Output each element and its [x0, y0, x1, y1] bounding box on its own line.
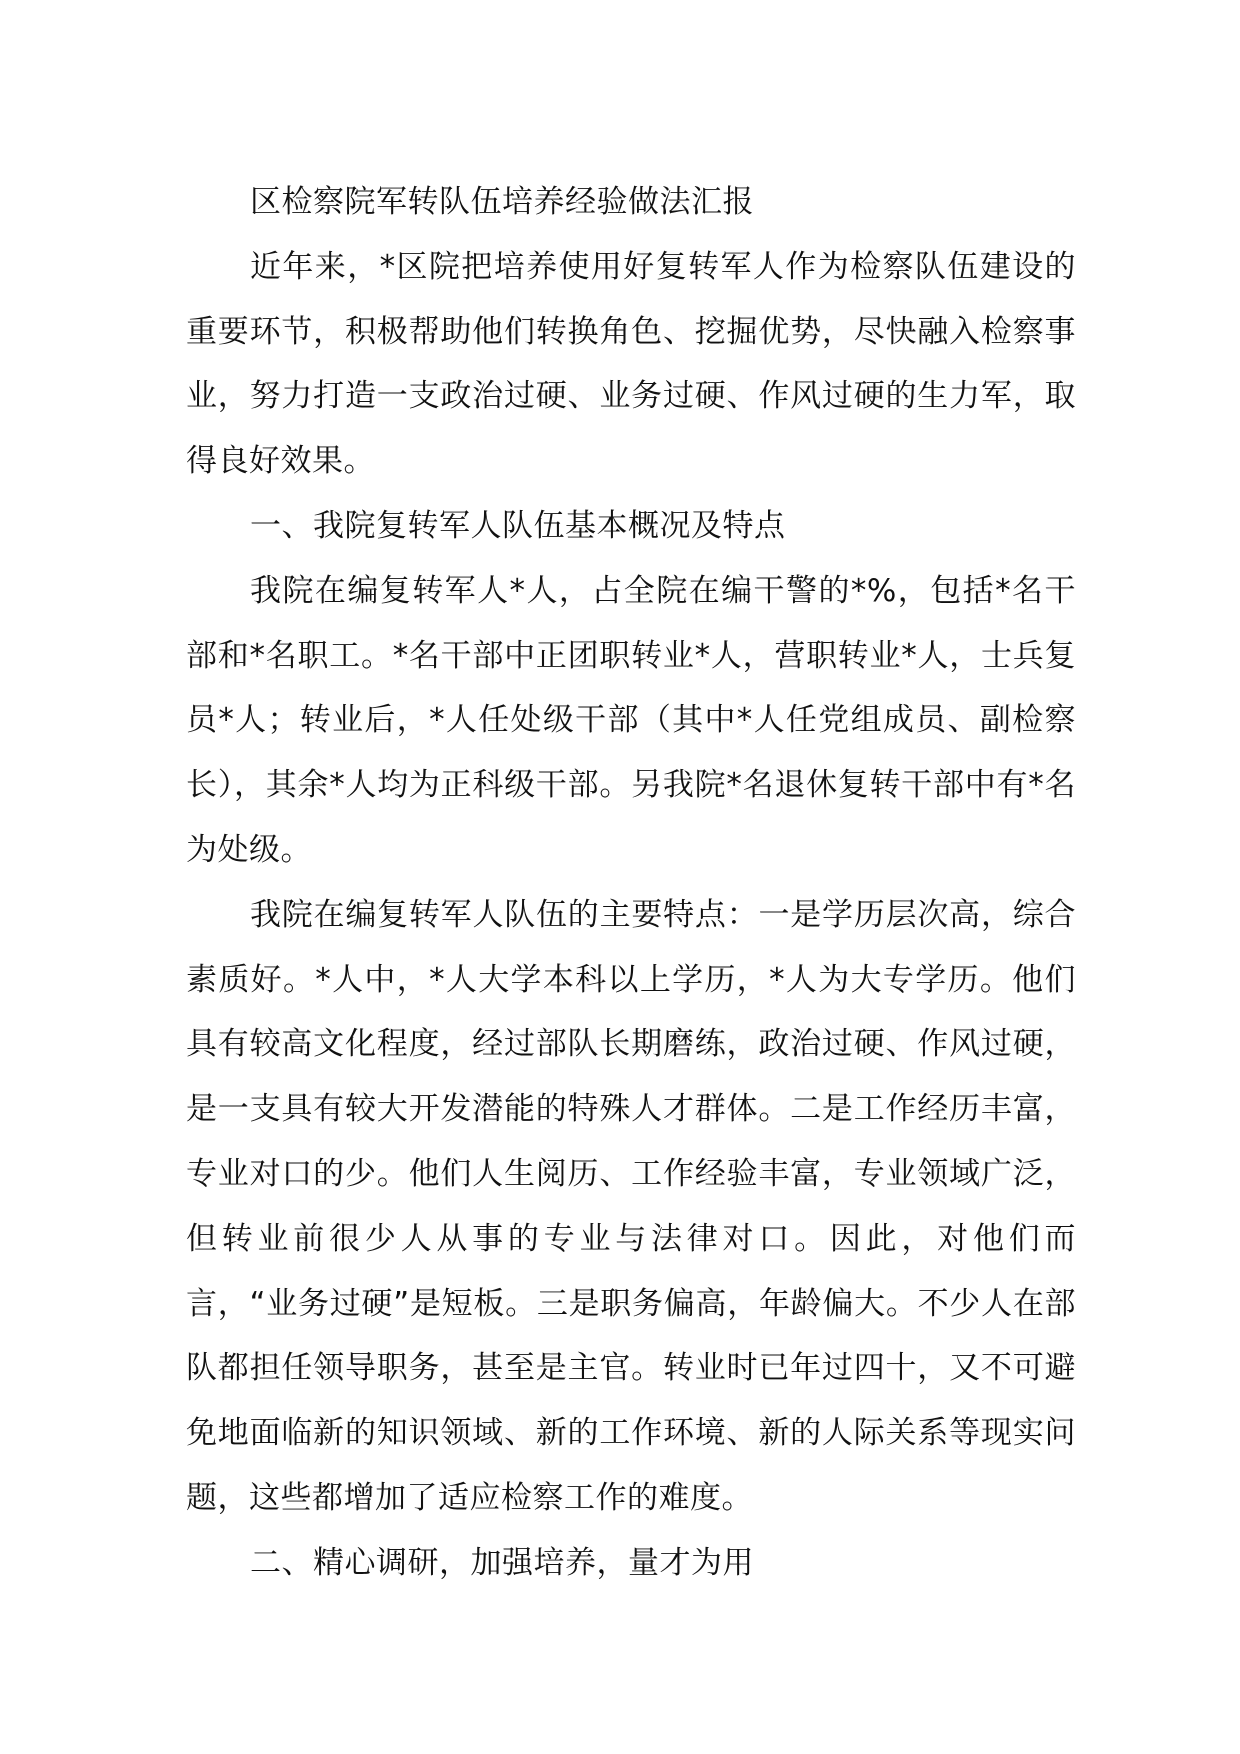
section-heading-2: 二、精心调研，加强培养，量才为用 [250, 1544, 754, 1581]
section-heading-1: 一、我院复转军人队伍基本概况及特点 [250, 507, 786, 544]
paragraph-intro: 近年来，*区院把培养使用好复转军人作为检察队伍建设的重要环节，积极帮助他们转换角色、挖掘优势，尽快融入检察事业，努力打造一支政治过硬、业务过硬、作风过硬的生力军，取得良好效果。 [186, 248, 1076, 480]
paragraph-overview: 我院在编复转军人*人，占全院在编干警的*%，包括*名干部和*名职工。*名干部中正团职转业*人，营职转业*人，士兵复员*人；转业后，*人任处级干部（其中*人任党组成员、副检察长），其余*人均为正科级干部。另我院*名退休复转干部中有*名为处级。 [186, 572, 1076, 868]
paragraph-characteristics: 我院在编复转军人队伍的主要特点：一是学历层次高，综合素质好。*人中，*人大学本科以上学历，*人为大专学历。他们具有较高文化程度，经过部队长期磨练，政治过硬、作风过硬，是一支具有较大开发潜能的特殊人才群体。二是工作经历丰富，专业对口的少。他们人生阅历、工作经验丰富，专业领域广泛，但转业前很少人从事的专业与法律对口。因此，对他们而言，“业务过硬”是短板。三是职务偏高，年龄偏大。不少人在部队都担任领导职务，甚至是主官。转业时已年过四十，又不可避免地面临新的知识领域、新的工作环境、新的人际关系等现实问题，这些都增加了适应检察工作的难度。 [186, 896, 1076, 1516]
document-body [186, 170, 1076, 1596]
document-title: 区检察院军转队伍培养经验做法汇报 [250, 184, 754, 220]
